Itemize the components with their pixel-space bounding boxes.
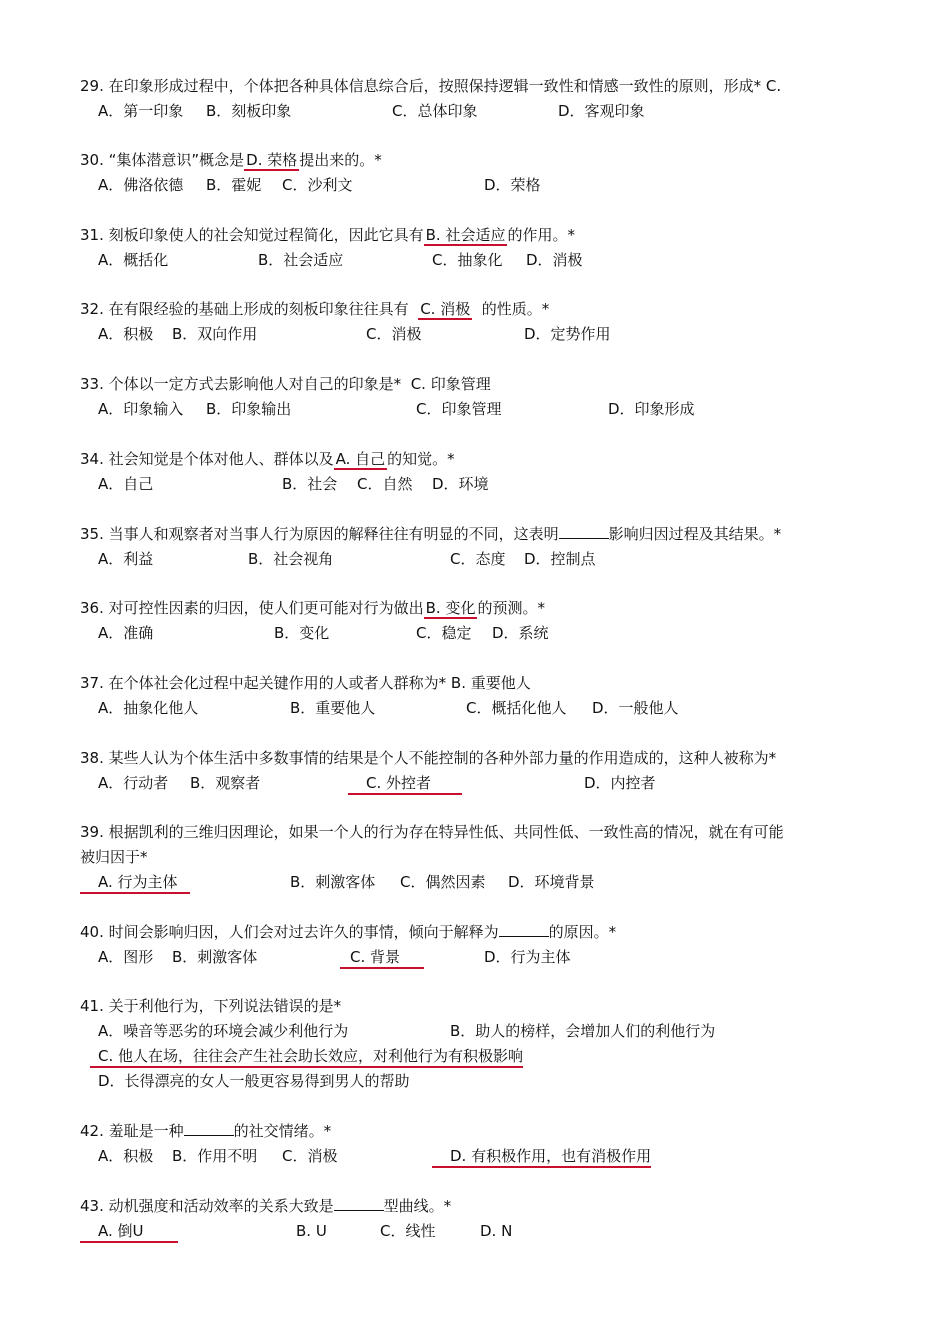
option-d: D．客观印象 (558, 102, 645, 120)
fill-blank (499, 922, 549, 937)
question-stem-text: 的性质。* (481, 300, 550, 318)
option-b: B．助人的榜样，会增加人们的利他行为 (450, 1022, 716, 1040)
option-b: B．刺激客体 (290, 873, 376, 891)
option-b: B．刻板印象 (206, 102, 292, 120)
question-40-options (0, 947, 950, 967)
option-b: B．刺激客体 (172, 948, 258, 966)
question-stem-text: 影响归因过程及其结果。* (608, 525, 782, 543)
question-32-options (0, 324, 950, 344)
option-a: A．印象输入 (98, 400, 184, 418)
question-39-stem-line2 (80, 847, 148, 867)
question-31-stem (80, 225, 575, 245)
option-b: B．重要他人 (290, 699, 376, 717)
question-30-options (0, 175, 950, 195)
question-stem-text: 43. 动机强度和活动效率的关系大致是 (80, 1197, 334, 1215)
option-a: A．抽象化他人 (98, 699, 199, 717)
question-stem-text: 的预测。* (477, 599, 545, 617)
question-41-stem (80, 996, 341, 1016)
option-c: C．总体印象 (392, 102, 478, 120)
question-41-options-row2 (0, 1046, 950, 1066)
question-36-stem (80, 598, 545, 618)
option-b: B．双向作用 (172, 325, 258, 343)
option-a: A．积极 (98, 1147, 154, 1165)
fill-blank (334, 1196, 384, 1211)
option-c: C．消极 (282, 1147, 338, 1165)
option-d: D．系统 (492, 624, 549, 642)
question-42-options (0, 1146, 950, 1166)
option-b: B．观察者 (190, 774, 261, 792)
question-stem-text: 提出来的。* (299, 151, 382, 169)
question-stem-text: 35. 当事人和观察者对当事人行为原因的解释往往有明显的不同，这表明 (80, 525, 559, 543)
option-a: A．概括化 (98, 251, 169, 269)
option-c-answer: C. 他人在场，往往会产生社会助长效应，对利他行为有积极影响 (90, 1046, 523, 1068)
option-b: B．印象输出 (206, 400, 292, 418)
question-35-stem (80, 524, 781, 544)
question-stem-text: 30. “集体潜意识”概念是 (80, 151, 245, 169)
answer-text: D. 荣格 (246, 151, 298, 169)
option-d: D．印象形成 (608, 400, 695, 418)
option-a: A．噪音等恶劣的环境会减少利他行为 (98, 1022, 349, 1040)
question-31-options (0, 250, 950, 270)
option-b: B. U (296, 1222, 327, 1240)
answer-text: A. 自己 (335, 450, 386, 468)
question-stem-text: 38. 某些人认为个体生活中多数事情的结果是个人不能控制的各种外部力量的作用造成的，这种人被称为* (80, 749, 777, 767)
question-39-stem (80, 822, 784, 842)
question-29-options (0, 101, 950, 121)
option-c-answer: C. 外控者 (348, 773, 462, 795)
question-stem-text: 41. 关于利他行为，下列说法错误的是* (80, 997, 342, 1015)
question-35-options (0, 549, 950, 569)
option-c: C．消极 (366, 325, 422, 343)
question-32-stem (80, 299, 549, 319)
fill-blank (559, 524, 609, 539)
question-40-stem (80, 922, 616, 942)
option-b: B．作用不明 (172, 1147, 258, 1165)
option-b: B．社会 (282, 475, 338, 493)
question-stem-text: 40. 时间会影响归因，人们会对过去许久的事情，倾向于解释为 (80, 923, 499, 941)
option-a-answer: A. 倒U (80, 1221, 178, 1243)
option-d: D．消极 (526, 251, 583, 269)
option-d: D．内控者 (584, 774, 656, 792)
question-stem-text: 37. 在个体社会化过程中起关键作用的人或者人群称为* (80, 674, 447, 692)
answer-text: B. 变化 (425, 599, 476, 617)
answer-text: C. 消极 (420, 300, 471, 318)
option-a: A．行动者 (98, 774, 169, 792)
question-38-stem (80, 748, 776, 768)
question-stem-text: 39. 根据凯利的三维归因理论，如果一个人的行为存在特异性低、共同性低、一致性高的情况，就在有可能 (80, 823, 784, 841)
question-37-stem (80, 673, 531, 693)
answer-text: B. 重要他人 (450, 674, 531, 692)
question-43-options (0, 1221, 950, 1241)
option-c: C．稳定 (416, 624, 472, 642)
option-d: D．长得漂亮的女人一般更容易得到男人的帮助 (98, 1072, 410, 1090)
question-34-options (0, 474, 950, 494)
question-39-options (0, 872, 950, 892)
option-d: D．一般他人 (592, 699, 679, 717)
option-c: C．概括化他人 (466, 699, 567, 717)
answer-text: B. 社会适应 (425, 226, 506, 244)
question-stem-text: 型曲线。* (383, 1197, 452, 1215)
question-43-stem (80, 1196, 451, 1216)
fill-blank (184, 1121, 234, 1136)
option-c: C．偶然因素 (400, 873, 486, 891)
option-a-answer: A. 行为主体 (80, 872, 190, 894)
question-34-stem (80, 449, 455, 469)
option-d: D．荣格 (484, 176, 541, 194)
question-stem-text: 的社交情绪。* (233, 1122, 332, 1140)
option-d: D. N (480, 1222, 513, 1240)
option-b: B．社会适应 (258, 251, 344, 269)
question-42-stem (80, 1121, 331, 1141)
option-a: A．准确 (98, 624, 154, 642)
option-b: B．霍妮 (206, 176, 262, 194)
question-stem-text: 的原因。* (548, 923, 617, 941)
question-36-options (0, 623, 950, 643)
option-b: B．社会视角 (248, 550, 334, 568)
option-d-answer: D. 有积极作用，也有消极作用 (432, 1146, 651, 1168)
question-stem-text: 的知觉。* (387, 450, 455, 468)
question-stem-text: 36. 对可控性因素的归因，使人们更可能对行为做出 (80, 599, 424, 617)
option-d: D．环境 (432, 475, 489, 493)
question-33-stem (80, 374, 491, 394)
question-29-stem (80, 76, 781, 96)
question-30-stem (80, 150, 382, 170)
option-a: A．自己 (98, 475, 154, 493)
question-38-options (0, 773, 950, 793)
question-stem-text: 34. 社会知觉是个体对他人、群体以及 (80, 450, 334, 468)
answer-text: C. (765, 77, 782, 95)
question-stem-text: 32. 在有限经验的基础上形成的刻板印象往往具有 (80, 300, 409, 318)
question-33-options (0, 399, 950, 419)
option-d: D．控制点 (524, 550, 596, 568)
question-41-options-row1 (0, 1021, 950, 1041)
question-stem-text: 31. 刻板印象使人的社会知觉过程简化，因此它具有 (80, 226, 424, 244)
question-stem-text: 29. 在印象形成过程中，个体把各种具体信息综合后，按照保持逻辑一致性和情感一致性的原则，形成* (80, 77, 762, 95)
question-41-options-row3 (0, 1071, 950, 1091)
option-a: A．利益 (98, 550, 154, 568)
question-stem-text: 被归因于* (80, 848, 148, 866)
option-d: D．定势作用 (524, 325, 611, 343)
question-37-options (0, 698, 950, 718)
option-a: A．佛洛依德 (98, 176, 184, 194)
option-c: C．态度 (450, 550, 506, 568)
option-a: A．第一印象 (98, 102, 184, 120)
answer-text: C. 印象管理 (410, 375, 491, 393)
option-c: C．抽象化 (432, 251, 503, 269)
option-b: B．变化 (274, 624, 330, 642)
option-c: C．沙利文 (282, 176, 353, 194)
question-stem-text: 42. 羞耻是一种 (80, 1122, 184, 1140)
option-c-answer: C. 背景 (340, 947, 424, 969)
option-d: D．环境背景 (508, 873, 595, 891)
option-a: A．图形 (98, 948, 154, 966)
option-a: A．积极 (98, 325, 154, 343)
question-stem-text: 的作用。* (507, 226, 575, 244)
option-c: C．印象管理 (416, 400, 502, 418)
option-c: C．自然 (357, 475, 413, 493)
option-d: D．行为主体 (484, 948, 571, 966)
question-stem-text: 33. 个体以一定方式去影响他人对自己的印象是* (80, 375, 402, 393)
option-c: C．线性 (380, 1222, 436, 1240)
